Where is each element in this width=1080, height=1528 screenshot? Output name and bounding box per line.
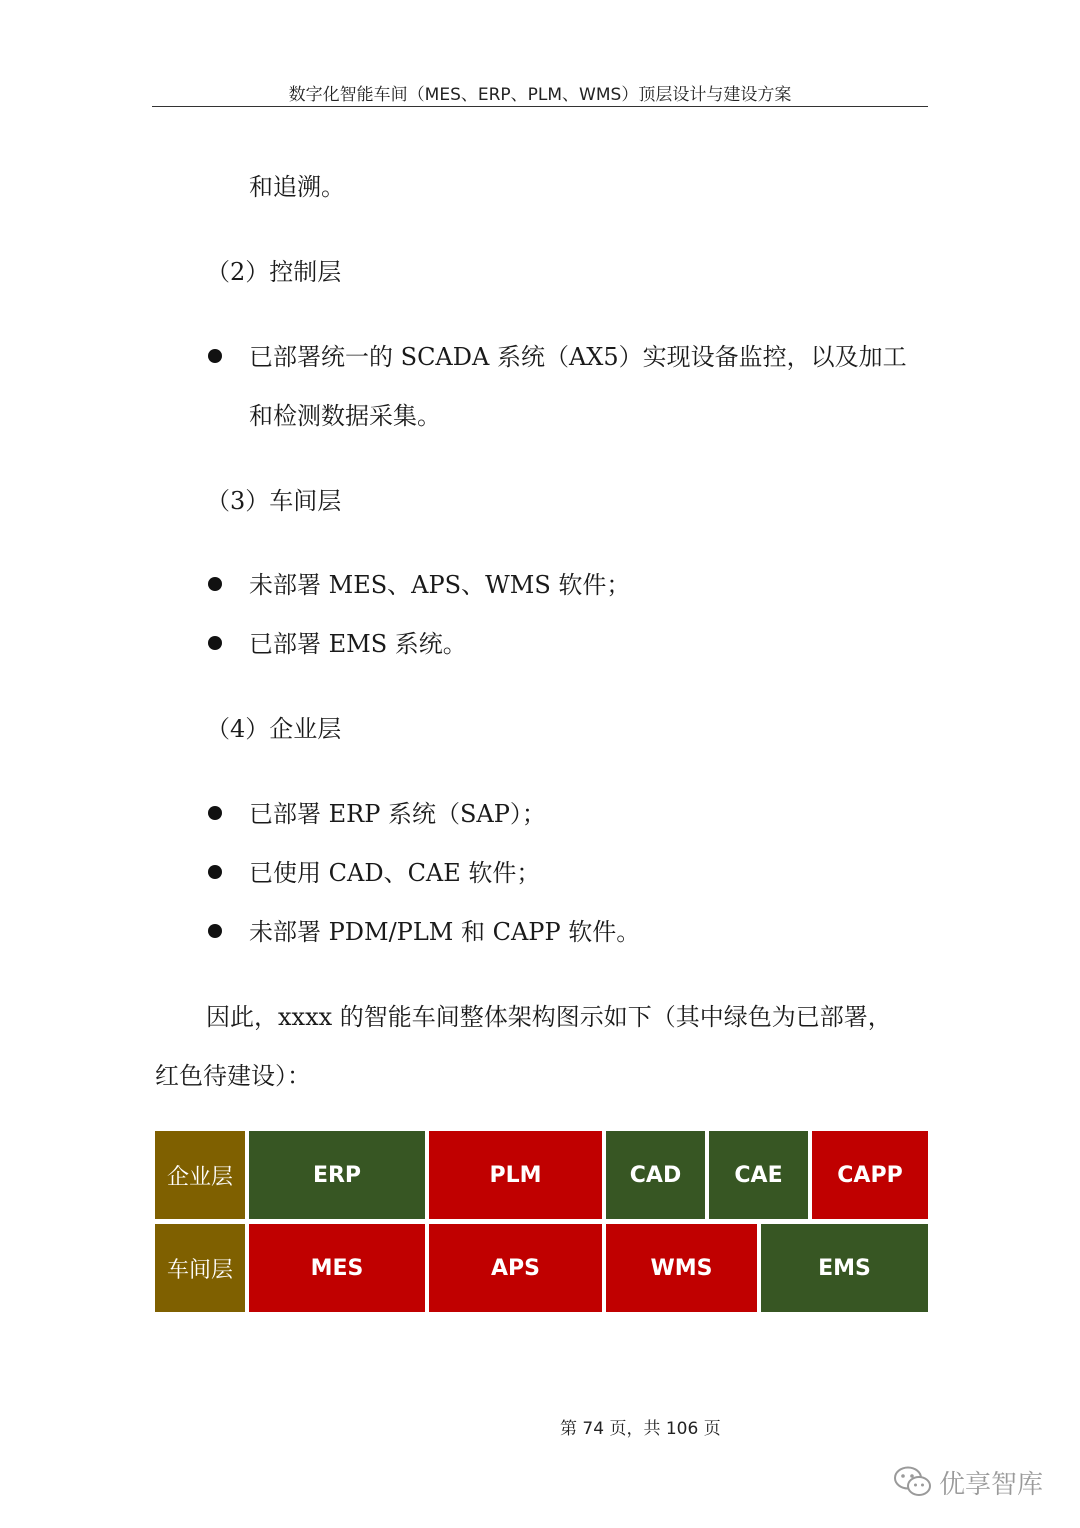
row-label-enterprise: 企业层	[155, 1131, 245, 1219]
paragraph-line1: 因此，xxxx 的智能车间整体架构图示如下（其中绿色为已部署，	[206, 1003, 892, 1031]
bullet-cad-cae: 已使用 CAD、CAE 软件；	[249, 859, 541, 887]
section-heading-workshop: （3）车间层	[206, 487, 342, 515]
module-cae: CAE	[709, 1131, 808, 1219]
module-cad: CAD	[606, 1131, 705, 1219]
bullet-ems: 已部署 EMS 系统。	[249, 630, 467, 658]
module-capp: CAPP	[812, 1131, 928, 1219]
bullet-dot	[208, 577, 222, 591]
section-heading-enterprise: （4）企业层	[206, 715, 342, 743]
bullet-scada-line2: 和检测数据采集。	[249, 402, 441, 430]
bullet-pdm-capp: 未部署 PDM/PLM 和 CAPP 软件。	[249, 918, 641, 946]
module-plm: PLM	[429, 1131, 602, 1219]
module-wms: WMS	[606, 1224, 757, 1312]
module-ems: EMS	[761, 1224, 928, 1312]
bullet-dot	[208, 806, 222, 820]
bullet-dot	[208, 865, 222, 879]
bullet-erp: 已部署 ERP 系统（SAP）；	[249, 800, 546, 828]
module-aps: APS	[429, 1224, 602, 1312]
wechat-icon	[893, 1465, 933, 1499]
bullet-dot	[208, 924, 222, 938]
header-rule	[152, 106, 928, 107]
page-header: 数字化智能车间（MES、ERP、PLM、WMS）顶层设计与建设方案	[288, 85, 792, 105]
watermark-text: 优享智库	[939, 1469, 1044, 1500]
section-heading-control: （2）控制层	[206, 258, 342, 286]
bullet-scada-line1: 已部署统一的 SCADA 系统（AX5）实现设备监控，以及加工	[249, 343, 907, 371]
paragraph-line2: 红色待建设）：	[155, 1062, 311, 1090]
row-label-workshop: 车间层	[155, 1224, 245, 1312]
watermark	[893, 1462, 1043, 1502]
bullet-dot	[208, 349, 222, 363]
page-number: 第 74 页，共 106 页	[560, 1419, 721, 1439]
module-mes: MES	[249, 1224, 425, 1312]
bullet-mes-aps-wms: 未部署 MES、APS、WMS 软件；	[249, 571, 631, 599]
body-line-continuation: 和追溯。	[249, 173, 345, 201]
module-erp: ERP	[249, 1131, 425, 1219]
bullet-dot	[208, 636, 222, 650]
